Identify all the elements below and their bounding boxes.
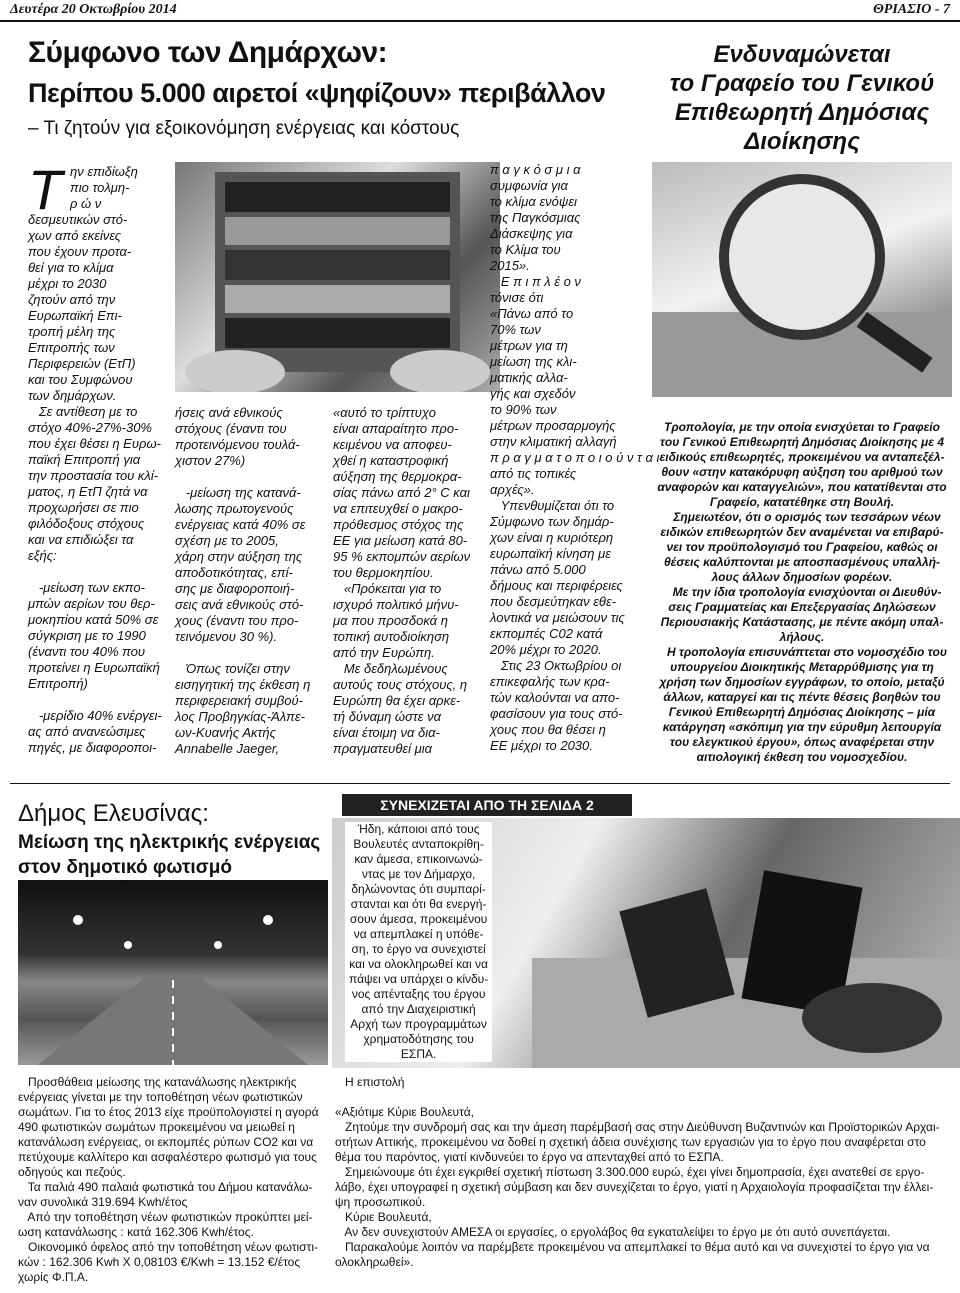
elefsina-subtitle: Μείωση της ηλεκτρικής ενέργειας στον δημοτικό φωτισμό	[18, 832, 321, 878]
elefsina-headline: Δήμος Ελευσίνας:	[18, 800, 209, 827]
files-stack-image	[175, 162, 500, 392]
issue-date: Δευτέρα 20 Οκτωβρίου 2014	[10, 2, 177, 17]
article-col3: «αυτό το τρίπτυχο είναι απαραίτητο προ- κειμένου να αποφευ- χθεί η καταστροφική αύξηση της θερμοκρα- σίας πάνω από 2° C και να επιτευχθεί ο μακρο- πρόθεσμος στόχος της ΕΕ για μείωση κατά 80- 95 % εκπομπών αερίων του θερμοκηπίου. «Πρόκειται για το ισχυρό πολιτικό μήνυ- μα που προσδοκά η τοπική αυτοδιοίκηση από την Ευρώπη. Με δεδηλωμένους αυτούς τους στόχους, η Ευρώπη θα έχει αρκε- τή δύναμη ώστε να είναι έτοιμη να δια- πραγματευθεί μια	[333, 405, 471, 756]
magnifier-photo	[652, 162, 952, 397]
magnifier-image	[652, 162, 952, 397]
drop-cap: Τ	[28, 158, 63, 221]
files-stack-photo	[175, 162, 500, 392]
continued-banner: ΣΥΝΕΧΙΖΕΤΑΙ ΑΠΟ ΤΗ ΣΕΛΙΔΑ 2	[342, 794, 632, 816]
letter-continuation: Ήδη, κάποιοι από τους Βουλευτές ανταποκρίθη- καν άμεσα, επικοινωνώ- ντας με τον Δήμαρχο, δηλώνοντας ότι συμπαρί- στανται και ότι θα ενεργή- σουν άμεσα, προκειμένου να απεμπλακεί η υπόθε- ση, το έργο να συνεχιστεί και να ολοκληρωθεί και να πάψει να υπάρχει ο κίνδυ- νος απένταξης του έργου από την Διαχειριστική Αρχή των προγραμμάτων χρηματοδότησης του ΕΣΠΑ.	[345, 822, 492, 1062]
article-col2: ήσεις ανά εθνικούς στόχους (έναντι του προτεινόμενου τουλά- χιστον 27%) -μείωση της κατανά- λωσης πρωτογενούς ενέργειας κατά 40% σε σχέση με το 2005, χάρη στην αύξηση της αποδοτικότητας, επί- σης με διαφοροποιή- σεις ανά εθνικούς στό- χους (έναντι του προ- τεινόμενου 30 %). Όπως τονίζει στην εισηγητική της έκθεση η περιφερειακή συμβού- λος Προβηγκίας-Άλπε- ων-Κυανής Ακτής Annabelle Jaeger,	[175, 405, 311, 756]
elefsina-body: Προσθάθεια μείωσης της κατανάλωσης ηλεκτρικής ενέργειας γίνεται με την τοποθέτηση νέων φωτιστικών σωμάτων. Για το έτος 2013 είχε προϋπολογιστεί η αγορά 490 φωτιστικών σωμάτων προκειμένου να μειωθεί η κατανάλωση ενέργειας, οι εκπομπές ρύπων CO2 και να πετύχουμε καλλίτερο και ασφαλέστερο φωτισμό για τους οδηγούς και πεζούς. Τα παλιά 490 παλαιά φωτιστικά του Δήμου κατανάλω- ναν συνολικά 319.694 Kwh/έτος Από την τοποθέτηση νέων φωτιστικών προκύπτει μεί- ωση κατανάλωσης : κατά 162.306 Kwh/έτος. Οικονομικό όφελος από την τοποθέτηση νέων φωτιστι- κών : 162.306 Kwh X 0,08103 €/Kwh = 13.152 €/έτος χωρίς Φ.Π.Α.	[18, 1075, 319, 1284]
section-divider	[10, 783, 950, 784]
right-article-body: Τροπολογία, με την οποία ενισχύεται το Γραφείο του Γενικού Επιθεωρητή Δημόσιας Διοίκησης με 4 ειδικούς επιθεωρητές, προκειμένου να ανταπεξέλ- θουν «στην κατακόρυφη αύξηση του αριθμού των αναφορών και καταγγελιών», που κατατίθενται στο Γραφείο, κατατέθηκε στη Βουλή. Σημειωτέον, ότι ο ορισμός των τεσσάρων νέων ειδικών επιθεωρητών δεν αναμένεται να επιβαρύ- νει τον προϋπολογισμό του Γραφείου, καθώς οι θέσεις καλύπτονται με αποσπασμένους υπαλλή- λους άλλων δημοσίων φορέων. Με την ίδια τροπολογία ενισχύονται οι Διευθύν- σεις Γραμματείας και Επεξεργασίας Δηλώσεων Περιουσιακής Κατάστασης, με πέντε ακόμη υπαλ- λήλους. Η τροπολογία επισυνάπτεται στο νομοσχέδιο του υπουργείου Διοικητικής Μεταρρύθμισης για τη χρήση των δημοσίων εγγράφων, το οποίο, μεταξύ άλλων, καταργεί και τις πέντε θέσεις βοηθών του Γενικού Επιθεωρητή Δημόσιας Διοίκησης – μία κατάργηση «σκόπιμη για την εύρυθμη λειτουργία του ελεγκτικού έργου», όπως αναφέρεται στην αιτιολογική έκθεση του νομοσχεδίου.	[657, 420, 947, 764]
article-col1-intro: ην επιδίωξη πιο τολμη- ρ ώ ν	[70, 164, 138, 211]
main-headline-line1: Σύμφωνο των Δημάρχων:	[28, 36, 388, 69]
article-col4: π α γ κ ό σ μ ι α συμφωνία για το κλίμα ενόψει της Παγκόσμιας Διάσκεψης για το Κλίμα του 2015». Ε π ι π λ έ ο ν τόνισε ότι «Πάνω από το 70% των μέτρων για τη μείωση της κλι- ματικής αλλα- γής και σχεδόν το 90% των μέτρων προσαρμογής στην κλιματική αλλαγή π ρ α γ μ α τ ο π ο ι ο ύ ν τ α ι από τις τοπικές αρχές». Υπενθυμίζεται ότι το Σύμφωνο των δημάρ- χων είναι η κυριότερη ευρωπαϊκή κίνηση με πάνω από 5.000 δήμους και περιφέρειες που δεσμεύτηκαν εθε- λοντικά να μειώσουν τις εκπομπές C02 κατά 20% μέχρι το 2020. Στις 23 Οκτωβρίου οι επικεφαλής των κρα- τών καλούνται να απο- φασίσουν για τους στό- χους που θα θέσει η ΕΕ μέχρι το 2030.	[490, 162, 660, 753]
letter-heading: Η επιστολή	[345, 1075, 405, 1089]
main-subtitle: – Τι ζητούν για εξοικονόμηση ενέργειας και κόστους	[28, 118, 460, 139]
street-lights-image	[18, 880, 328, 1065]
header-rule	[0, 20, 960, 22]
letter-body: «Αξιότιμε Κύριε Βουλευτά, Ζητούμε την συνδρομή σας και την άμεση παρέμβασή σας στην Διεύθυνση Βυζαντινών και Προϊστορικών Αρχαι- οτήτων Αττικής, προκειμένου να δοθεί η σχετική άδεια συνέχισης των εργασιών για το έργο που αναφέρεται στο θέμα του παρόντος, γιατί κινδυνεύει το έργο να απενταχθεί από το ΕΣΠΑ. Σημειώνουμε ότι έχει εγκριθεί σχετική πίστωση 3.300.000 ευρώ, έχει γίνει δημοπρασία, έχει ανατεθεί σε εργο- λάβο, έχει υπογραφεί η σχετική σύμβαση και δεν συνεχίζεται το έργο, γιατί η Αρχαιολογία προφασίζεται την έλλει- ψη προσωπικού. Κύριε Βουλευτά, Αν δεν συνεχιστούν ΑΜΕΣΑ οι εργασίες, ο εργολάβος θα εγκαταλείψει το έργο με ότι αυτό συνεπάγεται. Παρακαλούμε λοιπόν να παρέμβετε προκειμένου να απεμπλακεί το θέμα αυτό και να συνεχιστεί το έργο για να ολοκληρωθεί».	[335, 1105, 940, 1269]
page-number: ΘΡΙΑΣΙΟ - 7	[873, 2, 950, 17]
right-headline: Ενδυναμώνεται το Γραφείο του Γενικού Επιθεωρητή Δημόσιας Διοίκησης	[669, 41, 935, 155]
main-headline-line2: Περίπου 5.000 αιρετοί «ψηφίζουν» περιβάλλον	[28, 78, 606, 108]
article-col1: δεσμευτικών στό- χων από εκείνες που έχουν προτα- θεί για το κλίμα μέχρι το 2030 ζητούν από την Ευρωπαϊκή Επι- τροπή μέλη της Επιτροπής των Περιφερειών (ΕτΠ) και του Συμφώνου των δημάρχων. Σε αντίθεση με το στόχο 40%-27%-30% που έχει θέσει η Ευρω- παϊκή Επιτροπή για την προστασία του κλί- ματος, η ΕτΠ ζητά να προχωρήσει σε πιο φιλόδοξους στόχους και να επιδιώξει τα εξής: -μείωση των εκπο- μπών αερίων του θερ- μοκηπίου κατά 50% σε σύγκριση με το 1990 (έναντι του 40% που προτείνει η Ευρωπαϊκή Επιτροπή) -μερίδιο 40% ενέργει- ας από ανανεώσιμες πηγές, με διαφοροποι-	[28, 212, 162, 755]
street-lights-photo	[18, 880, 328, 1065]
